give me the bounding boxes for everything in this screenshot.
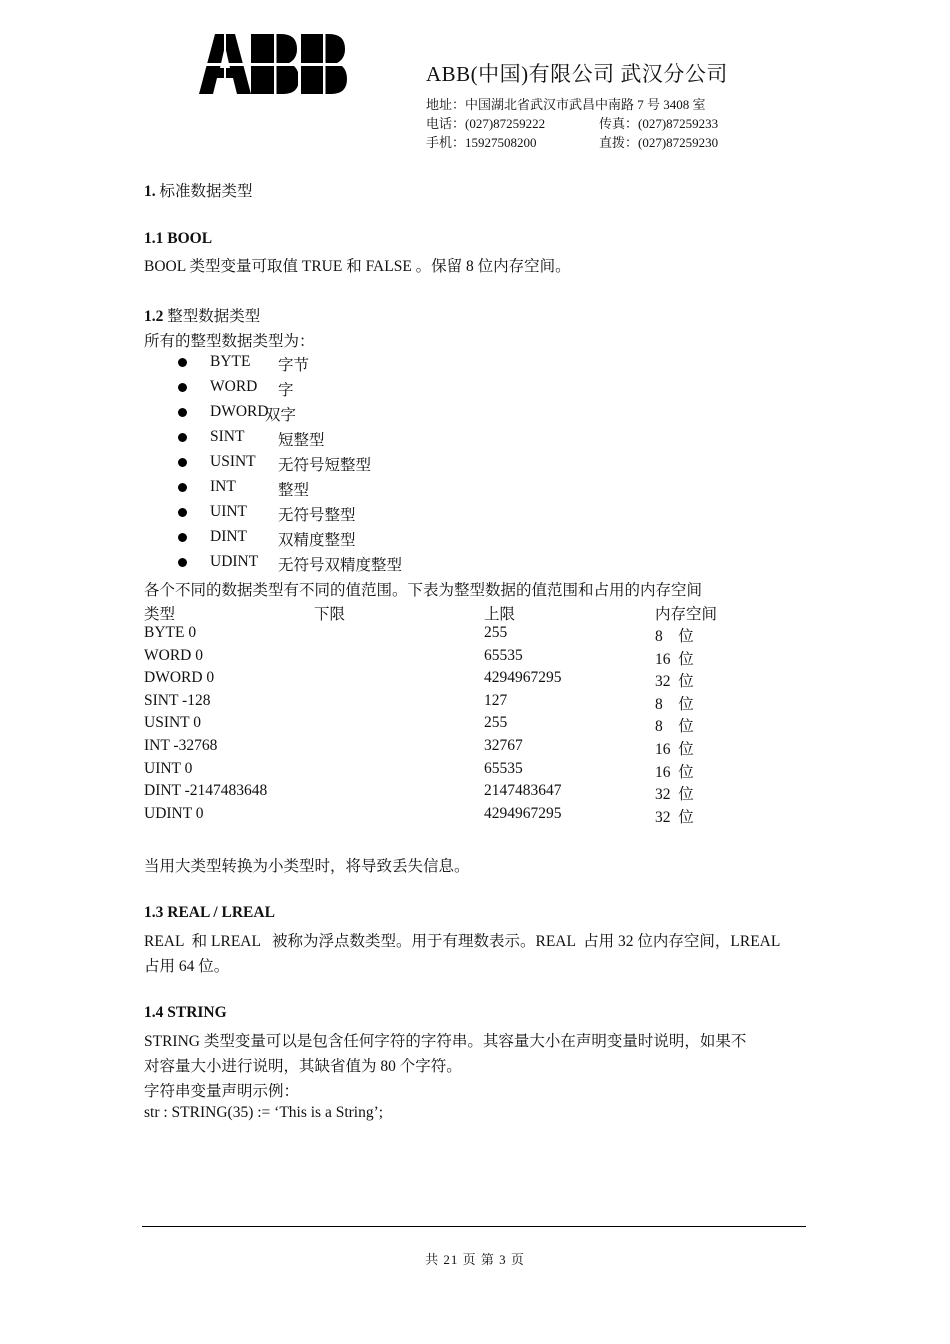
bullet-icon xyxy=(178,433,187,442)
bullet-icon xyxy=(178,508,187,517)
int-heading xyxy=(144,304,260,326)
bullet-icon xyxy=(178,358,187,367)
header-high: 上限 xyxy=(484,606,516,623)
company-name: ABB(中国)有限公司 武汉分公司 xyxy=(426,62,728,86)
section-number: 1. xyxy=(144,183,156,200)
string-code-example: str : STRING(35) := ‘This is a String’; xyxy=(144,1104,384,1121)
header-memory: 内存空间 xyxy=(655,606,718,623)
bullet-icon xyxy=(178,483,187,492)
bool-heading: 1.1 BOOL xyxy=(144,230,213,247)
address-line xyxy=(426,95,706,114)
bullet-icon xyxy=(178,408,187,417)
mobile-direct-line xyxy=(426,133,719,152)
address: 地址：中国湖北省武汉市武昌中南路 7 号 3408 室 xyxy=(426,97,706,112)
page-number: 共 21 页 第 3 页 xyxy=(425,1252,525,1267)
bullet-icon xyxy=(178,558,187,567)
int-heading-number: 1.2 xyxy=(144,308,164,325)
bool-text: BOOL 类型变量可取值 TRUE 和 FALSE 。保留 8 位内存空间。 xyxy=(144,258,571,275)
header-low: 下限 xyxy=(314,606,346,623)
real-heading: 1.3 REAL / LREAL xyxy=(144,904,275,921)
header-type: 类型 xyxy=(144,606,176,623)
fax: 传真：(027)87259233 xyxy=(599,116,719,131)
footer-divider xyxy=(142,1226,806,1227)
direct-line: 直拨：(027)87259230 xyxy=(599,135,719,150)
bullet-icon xyxy=(178,458,187,467)
string-heading: 1.4 STRING xyxy=(144,1004,227,1021)
abb-logo xyxy=(199,34,349,94)
string-text-line2: 对容量大小进行说明，其缺省值为 80 个字符。 xyxy=(144,1058,462,1075)
mobile: 手机：15927508200 xyxy=(426,135,537,150)
int-intro: 所有的整型数据类型为： xyxy=(144,333,315,350)
string-text-line3: 字符串变量声明示例： xyxy=(144,1083,300,1100)
bullet-icon xyxy=(178,533,187,542)
section-title-text: 标准数据类型 xyxy=(159,183,253,200)
section-title xyxy=(144,179,253,201)
phone: 电话：(027)87259222 xyxy=(426,116,546,131)
phone-fax-line xyxy=(426,114,719,133)
conversion-note: 当用大类型转换为小类型时，将导致丢失信息。 xyxy=(144,858,470,875)
range-intro: 各个不同的数据类型有不同的值范围。下表为整型数据的值范围和占用的内存空间 xyxy=(144,582,703,599)
string-text-line1: STRING 类型变量可以是包含任何字符的字符串。其容量大小在声明变量时说明，如果不 xyxy=(144,1033,747,1050)
bullet-icon xyxy=(178,383,187,392)
int-heading-text: 整型数据类型 xyxy=(167,308,261,325)
real-text-line2: 占用 64 位。 xyxy=(144,958,230,975)
real-text-line1: REAL 和 LREAL 被称为浮点数类型。用于有理数表示。REAL 占用 32 位内存空间，LREAL xyxy=(144,933,781,950)
